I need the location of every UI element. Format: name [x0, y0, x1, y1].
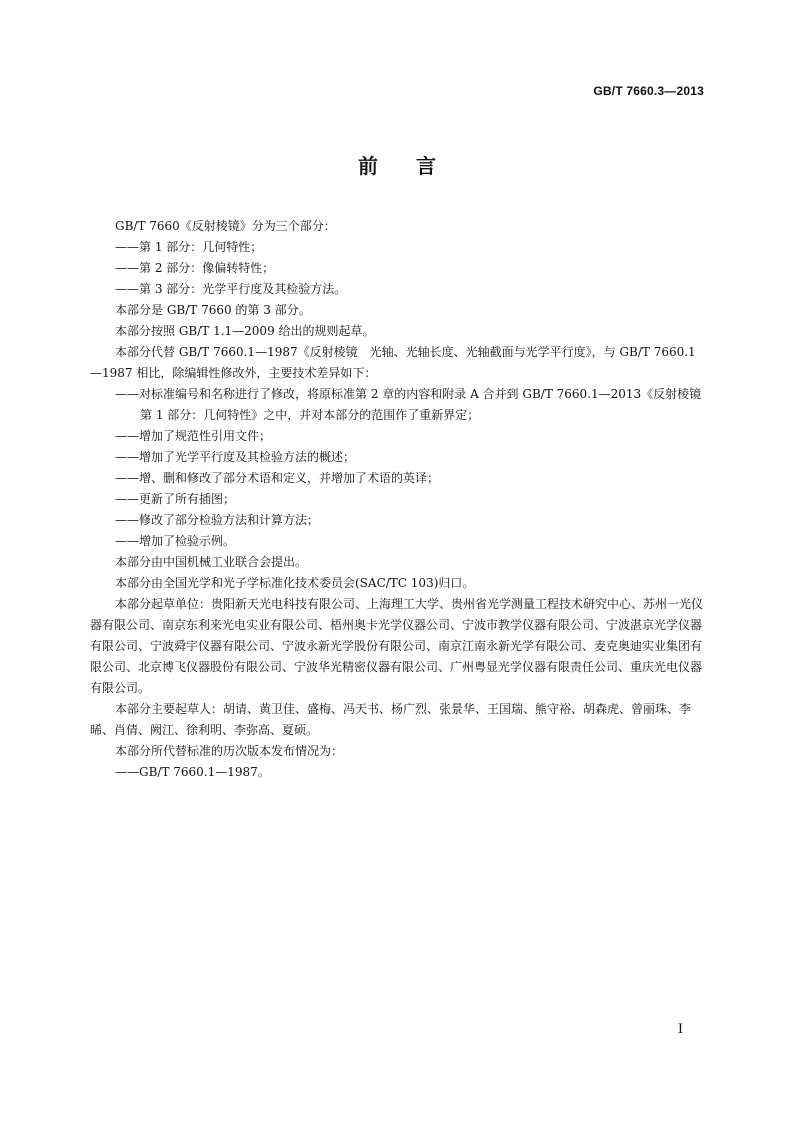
list-item: ——修改了部分检验方法和计算方法； — [115, 513, 320, 527]
list-item: ——增加了规范性引用文件； — [115, 429, 272, 443]
paragraph: 本部分由全国光学和光子学标准化技术委员会(SAC/TC 103)归口。 — [115, 576, 475, 590]
list-item: ——增加了光学平行度及其检验方法的概述； — [115, 450, 356, 464]
paragraph: 本部分由中国机械工业联合会提出。 — [115, 555, 308, 569]
page-title: 前言 — [358, 154, 474, 178]
list-item: ——第 2 部分：像偏转特性； — [115, 261, 275, 275]
paragraph: 本部分代替 GB/T 7660.1—1987《反射棱镜 光轴、光轴长度、光轴截面与光学平行度》，与 GB/T 7660.1—1987 相比，除编辑性修改外，主要技术差异如下： — [90, 345, 696, 380]
paragraph: 本部分起草单位：贵阳新天光电科技有限公司、上海理工大学、贵州省光学测量工程技术研究中心、苏州一光仪器有限公司、南京东利来光电实业有限公司、梧州奥卡光学仪器公司、宁波市教学仪器有限公司、宁波湛京光学仪器有限公司、宁波舜宇仪器有限公司、宁波永新光学股份有限公司、南京江南永新光学有限公司、麦克奥迪实业集团有限公司、北京博飞仪器股份有限公司、宁波华光精密仪器有限公司、广州粤显光学仪器有限责任公司、重庆光电仪器有限公司。 — [90, 597, 704, 695]
paragraph: 本部分是 GB/T 7660 的第 3 部分。 — [115, 303, 311, 317]
paragraph: 本部分按照 GB/T 1.1—2009 给出的规则起草。 — [115, 324, 375, 338]
paragraph: 本部分所代替标准的历次版本发布情况为： — [115, 744, 344, 758]
list-item: ——增、删和修改了部分术语和定义，并增加了术语的英译； — [115, 471, 440, 485]
paragraph: 本部分主要起草人：胡请、黄卫佳、盛梅、冯天书、杨广烈、张景华、王国瑞、熊守裕、胡森虎、曾丽珠、李晞、肖倩、阙江、徐利明、李弥高、夏硕。 — [90, 702, 692, 737]
list-item: ——第 1 部分：几何特性； — [115, 240, 263, 254]
list-item: ——GB/T 7660.1—1987。 — [115, 765, 270, 779]
list-item: ——增加了检验示例。 — [115, 534, 236, 548]
standard-code: GB/T 7660.3—2013 — [593, 84, 704, 98]
list-item: ——第 3 部分：光学平行度及其检验方法。 — [115, 282, 347, 296]
list-item: ——更新了所有插图； — [115, 492, 236, 506]
list-item: ——对标准编号和名称进行了修改，将原标准第 2 章的内容和附录 A 合并到 GB/T 7660.1—2013《反射棱镜 第 1 部分：几何特性》之中，并对本部分的范围作了重新界定； — [115, 387, 714, 422]
page-number: I — [677, 1022, 683, 1037]
foreword-body — [90, 216, 714, 783]
paragraph: GB/T 7660《反射棱镜》分为三个部分： — [115, 219, 336, 233]
